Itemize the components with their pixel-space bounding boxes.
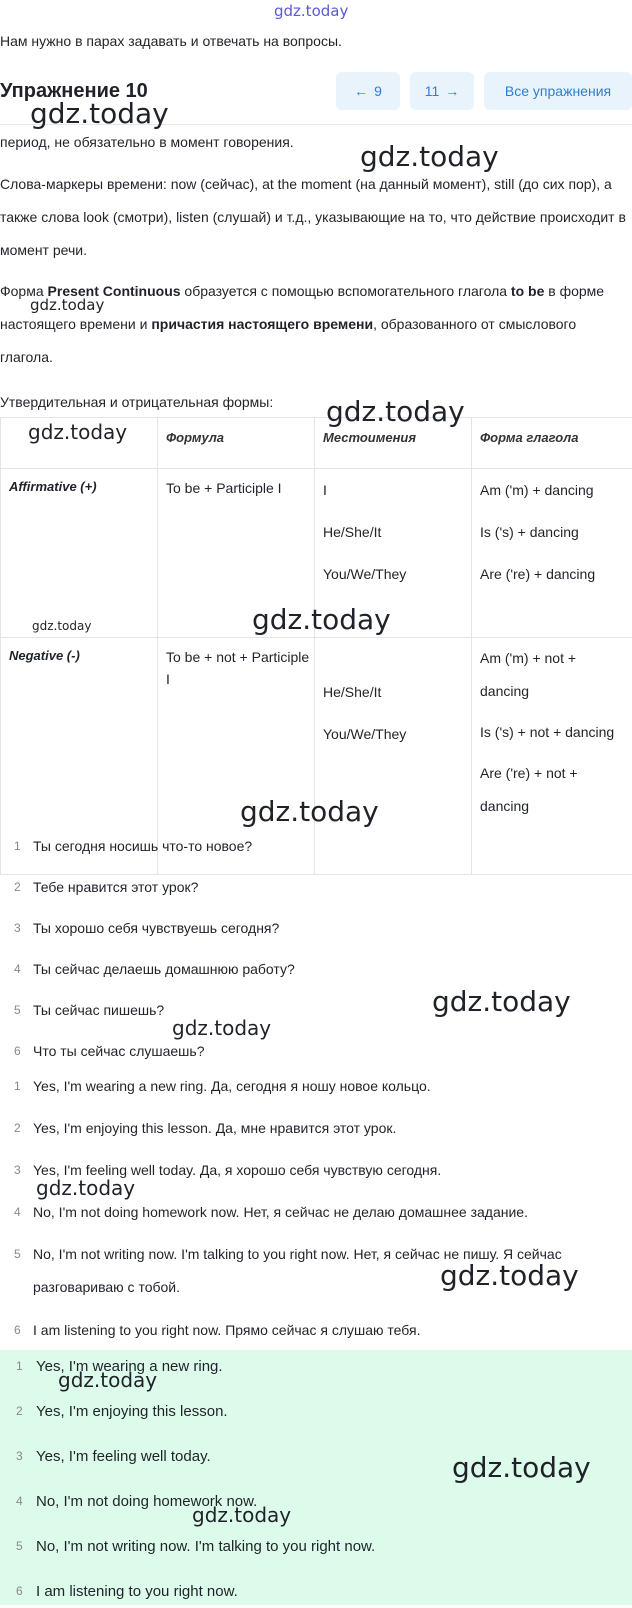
item-number: 2	[14, 1121, 21, 1135]
verb-form: Am ('m) + not + dancing	[480, 642, 620, 708]
text-fragment: в форме настоящего времени и	[0, 283, 604, 332]
question-text: Что ты сейчас слушаешь?	[33, 1035, 632, 1068]
answer-text: No, I'm not writing now. I'm talking to you right now.	[36, 1530, 632, 1563]
table-header: Форма глагола	[472, 418, 632, 469]
answer-text: Yes, I'm enjoying this lesson. Да, мне нравится этот урок.	[33, 1112, 632, 1145]
table-cell	[472, 469, 632, 638]
watermark: gdz.today	[58, 1370, 157, 1390]
item-number: 3	[16, 1449, 23, 1463]
watermark: gdz.today	[30, 100, 169, 128]
item-number: 6	[16, 1584, 23, 1598]
watermark: gdz.today	[172, 1018, 271, 1038]
item-number: 6	[14, 1323, 21, 1337]
watermark: gdz.today	[326, 398, 465, 426]
theory-paragraph-4: Утвердительная и отрицательная формы:	[0, 386, 632, 419]
theory-paragraph-1: период, не обязательно в момент говорения.	[0, 126, 632, 159]
verb-form: Is ('s) + not + dancing	[480, 716, 620, 749]
text-fragment: Форма	[0, 283, 48, 299]
formula-negative: To be + not + Participle I	[166, 646, 314, 690]
item-number: 4	[16, 1494, 23, 1508]
watermark: gdz.today	[360, 143, 499, 171]
table-cell	[1, 469, 158, 638]
watermark: gdz.today	[30, 298, 104, 313]
item-number: 1	[14, 839, 21, 853]
question-text: Ты сейчас пишешь?	[33, 994, 632, 1027]
watermark: gdz.today	[28, 422, 127, 442]
item-number: 5	[14, 1247, 21, 1261]
text-fragment: , образованного от смыслового глагола.	[0, 316, 576, 365]
arrow-left-icon: ←	[354, 83, 368, 99]
all-exercises-button[interactable]: Все упражнения	[484, 72, 632, 110]
item-number: 3	[14, 921, 21, 935]
formula-affirmative: To be + Participle I	[166, 477, 314, 499]
item-number: 1	[16, 1359, 23, 1373]
term-participle: причастия настоящего времени	[151, 316, 373, 332]
theory-paragraph-3	[0, 275, 632, 374]
answer-text: No, I'm not doing homework now. Нет, я сейчас не делаю домашнее задание.	[33, 1196, 632, 1229]
item-number: 4	[14, 1205, 21, 1219]
answer-text: I am listening to you right now.	[36, 1575, 632, 1608]
answer-text: Yes, I'm feeling well today. Да, я хорошо себя чувствую сегодня.	[33, 1154, 632, 1187]
item-number: 4	[14, 962, 21, 976]
row-label-negative: Negative (-)	[9, 648, 157, 663]
verb-form: Is ('s) + dancing	[480, 511, 632, 553]
answer-text: No, I'm not doing homework now.	[36, 1485, 632, 1518]
question-text: Ты хорошо себя чувствуешь сегодня?	[33, 912, 632, 945]
arrow-right-icon: →	[445, 83, 459, 99]
answer-text: Yes, I'm wearing a new ring. Да, сегодня я ношу новое кольцо.	[33, 1070, 632, 1103]
pronoun: He/She/It	[323, 511, 471, 553]
answer-text: I am listening to you right now. Прямо сейчас я слушаю тебя.	[33, 1314, 632, 1347]
table-header: Формула	[158, 418, 315, 469]
prev-exercise-button[interactable]	[336, 72, 400, 110]
watermark: gdz.today	[32, 620, 91, 632]
exercise-title: Упражнение 10	[0, 80, 148, 103]
pronoun: You/We/They	[323, 553, 471, 595]
pronoun: I	[323, 469, 471, 511]
question-text: Ты сейчас делаешь домашнюю работу?	[33, 953, 632, 986]
answer-text: Yes, I'm wearing a new ring.	[36, 1350, 632, 1383]
item-number: 5	[16, 1539, 23, 1553]
intro-text: Нам нужно в парах задавать и отвечать на вопросы.	[0, 33, 342, 49]
next-exercise-label: 11	[425, 83, 440, 99]
next-exercise-button[interactable]	[410, 72, 474, 110]
prev-exercise-label: 9	[374, 83, 382, 99]
item-number: 1	[14, 1079, 21, 1093]
verb-form: Are ('re) + dancing	[480, 553, 632, 595]
question-text: Тебе нравится этот урок?	[33, 871, 632, 904]
watermark: gdz.today	[440, 1262, 579, 1290]
verb-form: Are ('re) + not + dancing	[480, 757, 620, 823]
item-number: 2	[14, 880, 21, 894]
answer-text: No, I'm not writing now. I'm talking to you right now. Нет, я сейчас не пишу. Я сейчас разговариваю с тобой.	[33, 1238, 632, 1304]
theory-paragraph-2: Слова-маркеры времени: now (сейчас), at the moment (на данный момент), still (до сих пор), а также слова look (смотри), listen (слушай) и т.д., указывающие на то, что действие происходит в момент речи.	[0, 168, 632, 267]
watermark: gdz.today	[452, 1454, 591, 1482]
item-number: 3	[14, 1163, 21, 1177]
text-fragment: образуется с помощью вспомогательного глагола	[181, 283, 511, 299]
item-number: 2	[16, 1404, 23, 1418]
term-to-be: to be	[511, 283, 544, 299]
term-present-continuous: Present Continuous	[48, 283, 181, 299]
pronoun: He/She/It	[323, 671, 471, 713]
question-text: Ты сегодня носишь что-то новое?	[33, 830, 632, 863]
item-number: 6	[14, 1044, 21, 1058]
watermark: gdz.today	[192, 1505, 291, 1525]
watermark: gdz.today	[240, 798, 379, 826]
item-number: 5	[14, 1003, 21, 1017]
watermark: gdz.today	[252, 606, 391, 634]
answer-text: Yes, I'm feeling well today.	[36, 1440, 632, 1473]
row-label-affirmative: Affirmative (+)	[9, 479, 157, 494]
verb-form: Am ('m) + dancing	[480, 469, 632, 511]
watermark: gdz.today	[36, 1178, 135, 1198]
watermark-top: gdz.today	[274, 4, 348, 19]
pronoun: You/We/They	[323, 713, 471, 755]
watermark: gdz.today	[432, 988, 571, 1016]
table-header: Местоимения	[315, 418, 472, 469]
answer-text: Yes, I'm enjoying this lesson.	[36, 1395, 632, 1428]
